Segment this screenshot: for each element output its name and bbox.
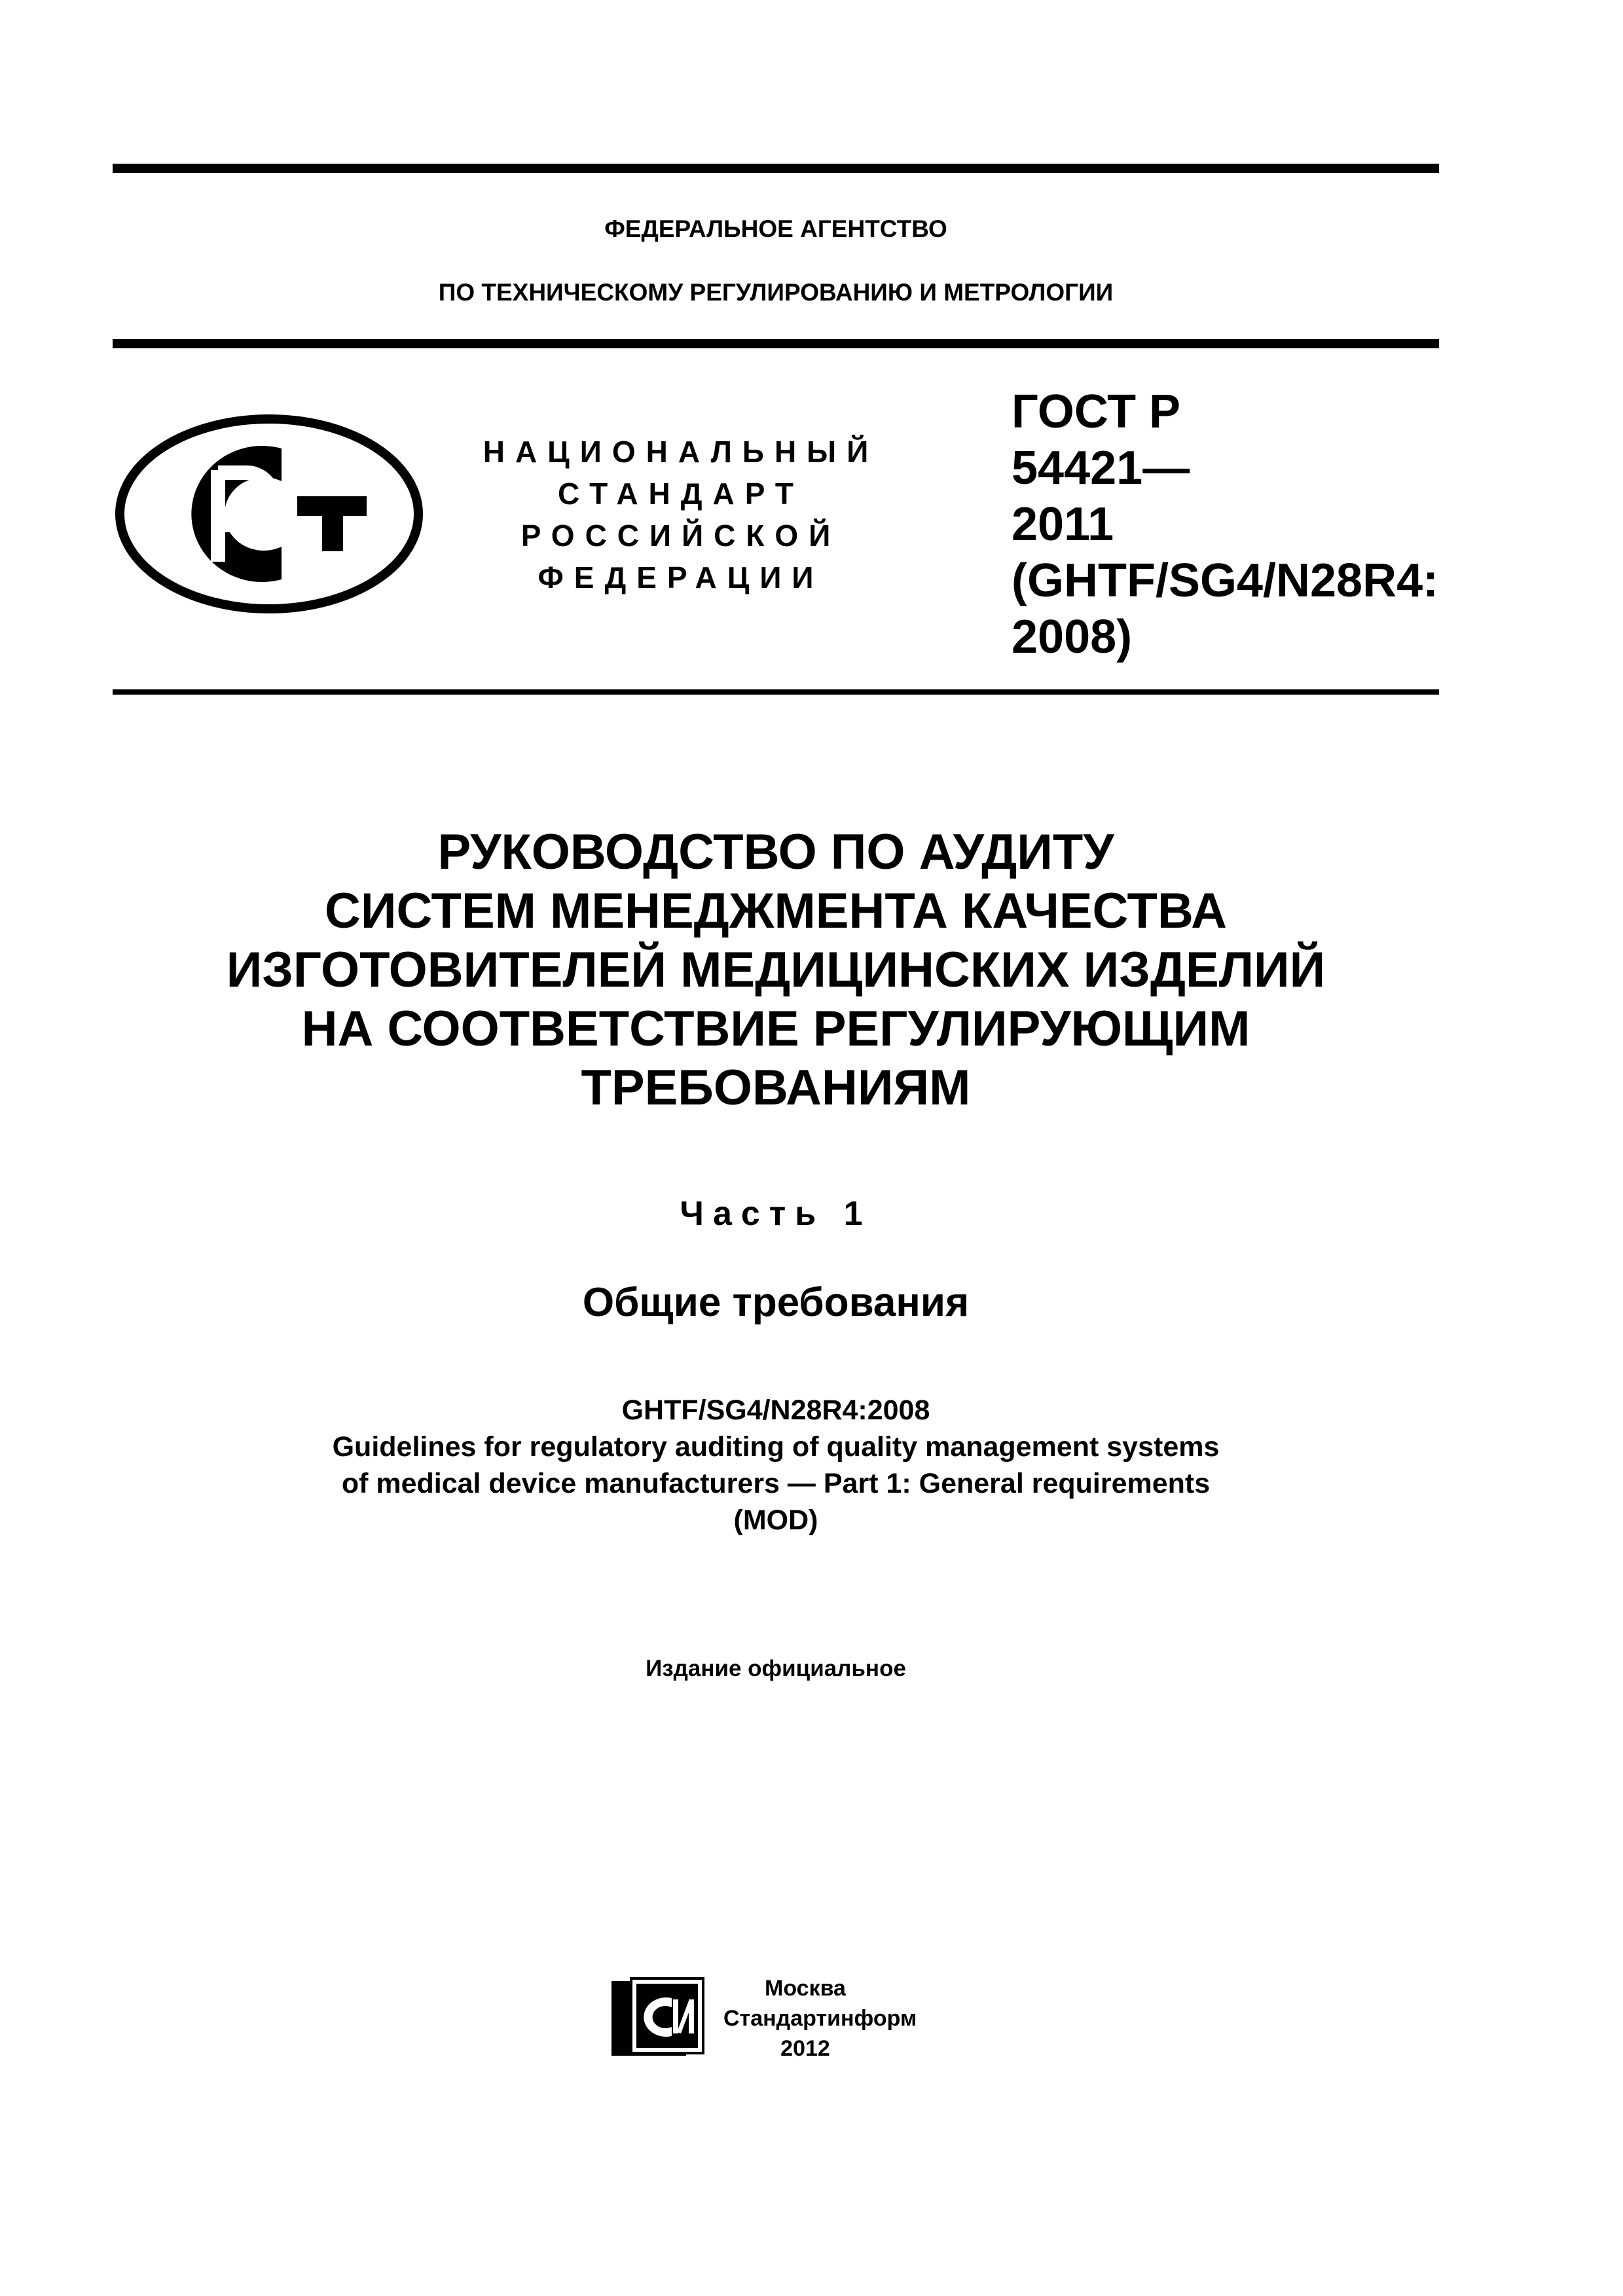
publisher-name: Стандартинформ xyxy=(723,2006,917,2031)
english-line: GHTF/SG4/N28R4:2008 xyxy=(621,1394,930,1426)
national-standard-line: НАЦИОНАЛЬНЫЙ xyxy=(483,435,879,469)
gost-line: 54421— xyxy=(1012,442,1190,494)
title-line: ИЗГОТОВИТЕЛЕЙ МЕДИЦИНСКИХ ИЗДЕЛИЙ xyxy=(226,942,1326,998)
publisher-city: Москва xyxy=(765,1976,846,2001)
gost-designation xyxy=(1012,384,1438,665)
agency-name-line1: ФЕДЕРАЛЬНОЕ АГЕНТСТВО xyxy=(604,215,947,242)
english-line: (MOD) xyxy=(733,1504,818,1536)
document-title xyxy=(113,823,1439,1118)
standartinform-logo-icon xyxy=(609,1977,706,2060)
national-standard-line: РОССИЙСКОЙ xyxy=(520,519,841,553)
rst-logo-icon xyxy=(113,412,426,615)
publisher-imprint xyxy=(723,1973,917,2064)
gost-line: (GHTF/SG4/N28R4: xyxy=(1012,555,1439,607)
national-standard-label xyxy=(445,431,917,598)
header-bottom-rule xyxy=(113,339,1439,348)
english-title xyxy=(113,1392,1439,1539)
edition-label: Издание официальное xyxy=(646,1656,906,1681)
national-standard-line: СТАНДАРТ xyxy=(558,477,804,511)
standard-block-bottom-rule xyxy=(113,689,1439,695)
english-line: Guidelines for regulatory auditing of quality management systems xyxy=(332,1431,1220,1463)
gost-line: 2008) xyxy=(1012,611,1133,663)
english-line: of medical device manufacturers — Part 1: General requirements xyxy=(341,1468,1211,1499)
title-line: СИСТЕМ МЕНЕДЖМЕНТА КАЧЕСТВА xyxy=(325,883,1227,939)
part-subtitle: Общие требования xyxy=(582,1280,970,1325)
top-rule xyxy=(113,164,1439,173)
part-label: Часть 1 xyxy=(680,1195,872,1233)
title-line: ТРЕБОВАНИЯМ xyxy=(581,1060,971,1116)
publication-year: 2012 xyxy=(780,2036,830,2061)
gost-line: 2011 xyxy=(1012,498,1114,551)
title-line: НА СООТВЕТСТВИЕ РЕГУЛИРУЮЩИМ xyxy=(301,1001,1250,1057)
title-line: РУКОВОДСТВО ПО АУДИТУ xyxy=(437,824,1114,880)
agency-name-line2: ПО ТЕХНИЧЕСКОМУ РЕГУЛИРОВАНИЮ И МЕТРОЛОГИИ xyxy=(438,279,1114,306)
gost-line: ГОСТ Р xyxy=(1012,386,1181,438)
national-standard-line: ФЕДЕРАЦИИ xyxy=(538,560,824,594)
